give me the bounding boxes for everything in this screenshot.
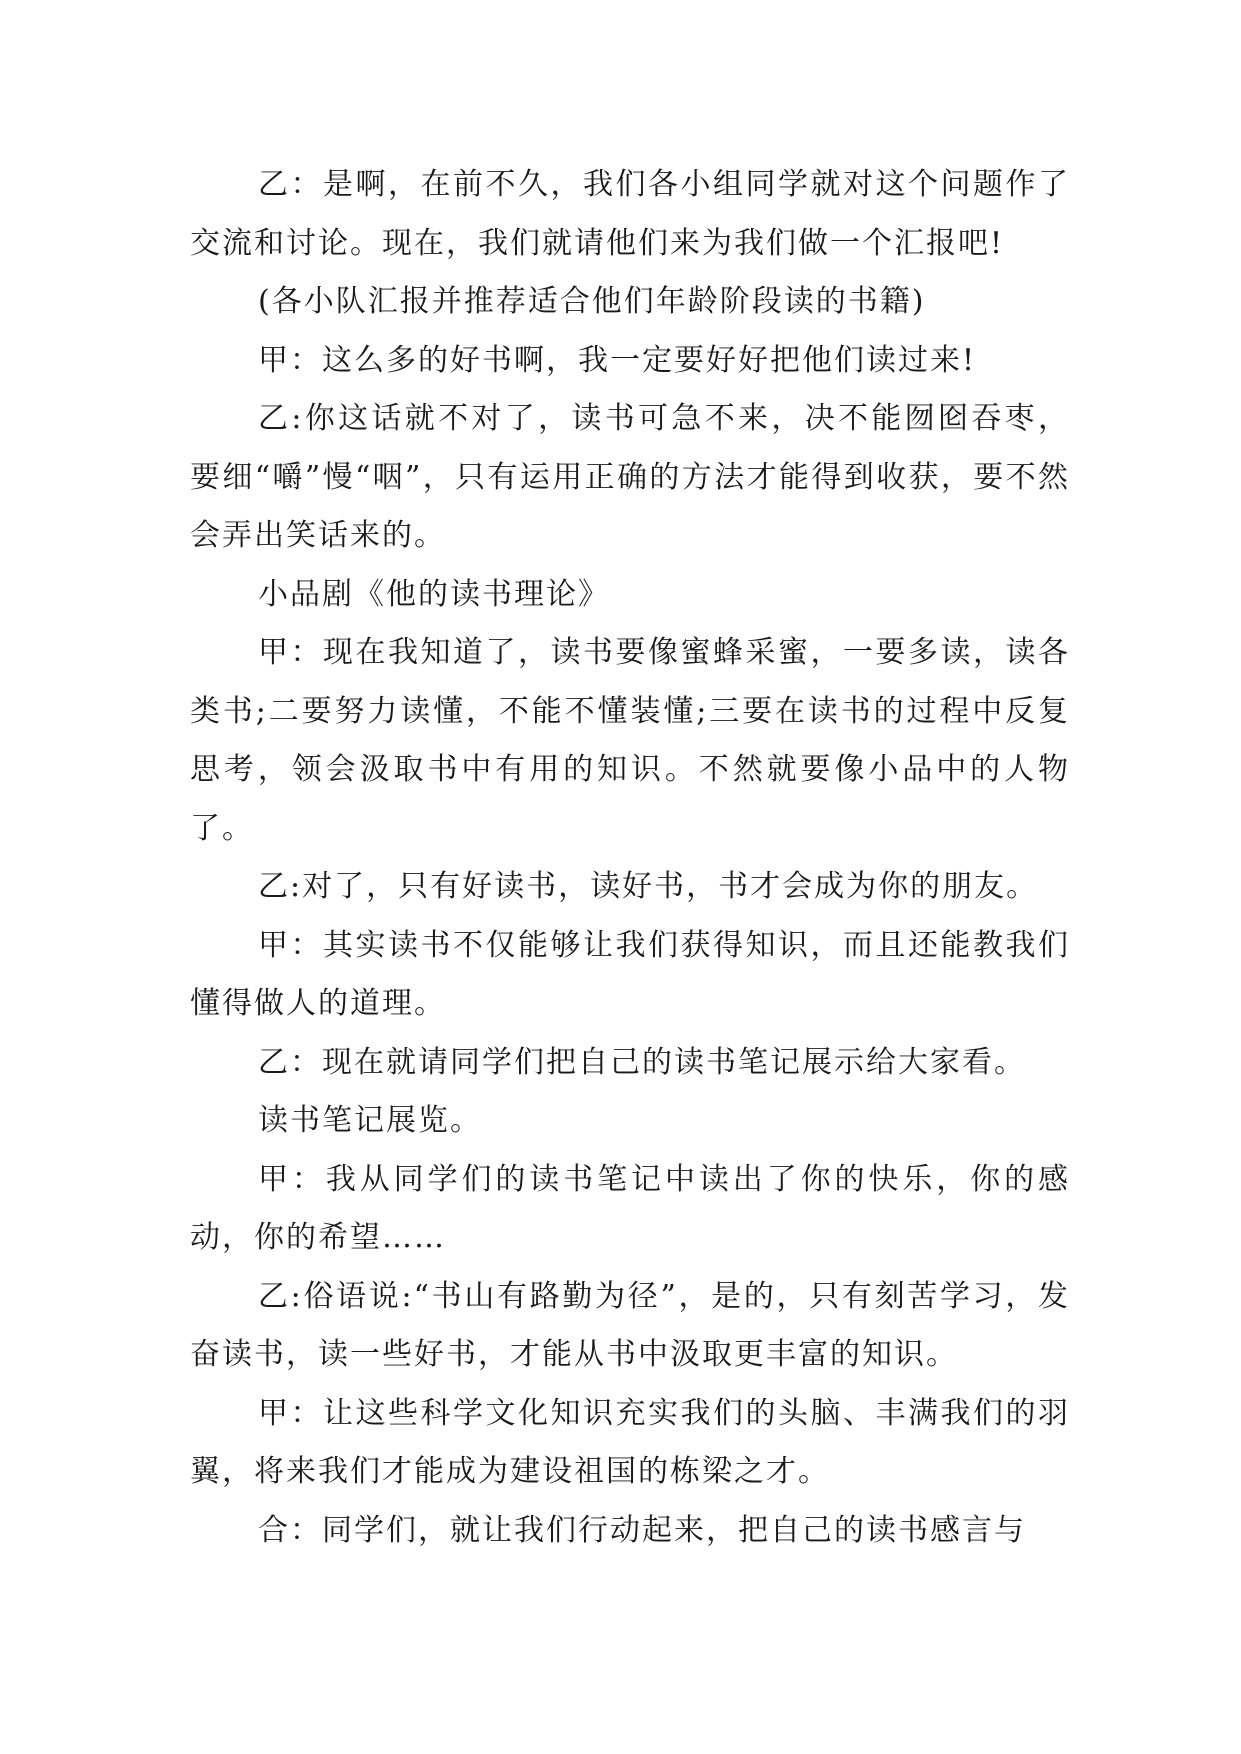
paragraph: 乙：现在就请同学们把自己的读书笔记展示给大家看。 [258,1044,1026,1080]
paragraph: 乙:你这话就不对了，读书可急不来，决不能囫囵吞枣，要细“嚼”慢“咽”，只有运用正确的方法才能得到收获，要不然会弄出笑话来的。 [190,401,1070,553]
paragraph: 甲：现在我知道了，读书要像蜜蜂采蜜，一要多读，读各类书;二要努力读懂，不能不懂装懂;三要在读书的过程中反复思考，领会汲取书中有用的知识。不然就要像小品中的人物了。 [190,635,1070,846]
paragraph: 甲：我从同学们的读书笔记中读出了你的快乐，你的感动，你的希望…… [190,1161,1070,1255]
paragraph: 甲：其实读书不仅能够让我们获得知识，而且还能教我们懂得做人的道理。 [190,927,1070,1021]
paragraph: 甲：这么多的好书啊，我一定要好好把他们读过来! [258,342,977,378]
paragraph: (各小队汇报并推荐适合他们年龄阶段读的书籍) [258,284,926,319]
document-body [190,156,1070,1560]
paragraph: 乙：是啊，在前不久，我们各小组同学就对这个问题作了交流和讨论。现在，我们就请他们来为我们做一个汇报吧! [190,167,1070,261]
paragraph: 乙:对了，只有好读书，读好书，书才会成为你的朋友。 [258,869,1039,904]
paragraph: 合：同学们，就让我们行动起来，把自己的读书感言与 [258,1512,1026,1548]
paragraph: 小品剧《他的读书理论》 [258,576,610,612]
paragraph: 读书笔记展览。 [258,1103,482,1138]
paragraph: 甲：让这些科学文化知识充实我们的头脑、丰满我们的羽翼，将来我们才能成为建设祖国的栋梁之才。 [190,1395,1070,1489]
paragraph: 乙:俗语说:“书山有路勤为径”，是的，只有刻苦学习，发奋读书，读一些好书，才能从书中汲取更丰富的知识。 [190,1278,1070,1372]
